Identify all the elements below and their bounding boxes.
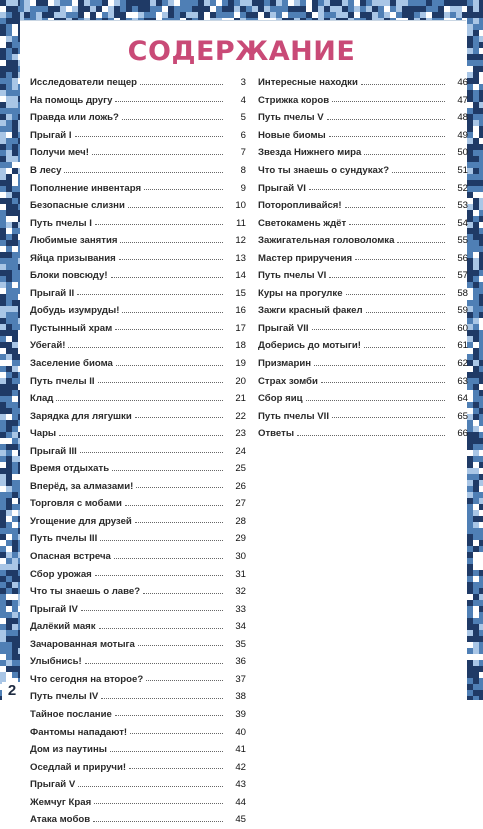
leader-dots (56, 393, 223, 401)
toc-entry (30, 144, 246, 162)
toc-entry-page: 9 (240, 182, 246, 194)
toc-entry (30, 302, 246, 320)
toc-entry (30, 636, 246, 654)
toc-entry (258, 162, 468, 180)
toc-entry-title: Доберись до мотыги! (258, 340, 364, 351)
toc-entry-page: 45 (235, 814, 246, 826)
toc-entry (30, 162, 246, 180)
toc-entry-page: 39 (235, 708, 246, 720)
toc-entry (30, 179, 246, 197)
toc-entry (258, 267, 468, 285)
toc-entry (258, 179, 468, 197)
leader-dots (111, 270, 223, 278)
toc-entry-title: Добудь изумруды! (30, 305, 122, 316)
toc-entry-title: Зачарованная мотыга (30, 639, 138, 650)
toc-entry (30, 214, 246, 232)
toc-entry-title: Прыгай II (30, 288, 77, 299)
leader-dots (80, 445, 223, 453)
toc-entry-title: Путь пчелы III (30, 533, 100, 544)
toc-entry (30, 478, 246, 496)
toc-entry-title: Безопасные слизни (30, 200, 128, 211)
leader-dots (115, 94, 223, 102)
toc-entry (258, 337, 468, 355)
toc-entry-page: 22 (235, 410, 246, 422)
leader-dots (321, 375, 445, 383)
toc-entry-page: 43 (235, 779, 246, 791)
toc-entry-page: 38 (235, 691, 246, 703)
leader-dots (364, 340, 445, 348)
toc-entry-title: Пустынный храм (30, 323, 115, 334)
toc-entry-page: 23 (235, 428, 246, 440)
toc-entry (258, 144, 468, 162)
toc-entry-page: 37 (235, 673, 246, 685)
toc-entry (30, 109, 246, 127)
toc-entry-title: Пополнение инвентаря (30, 183, 144, 194)
leader-dots (364, 147, 445, 155)
toc-entry-title: Стрижка коров (258, 95, 332, 106)
leader-dots (361, 77, 445, 85)
toc-entry-page: 57 (457, 270, 468, 282)
leader-dots (332, 94, 445, 102)
leader-dots (306, 393, 445, 401)
leader-dots (130, 726, 223, 734)
toc-entry-title: Прыгай VI (258, 183, 309, 194)
toc-entry (258, 232, 468, 250)
toc-entry (30, 407, 246, 425)
leader-dots (100, 533, 223, 541)
page-number: 2 (2, 682, 22, 700)
leader-dots (138, 638, 223, 646)
toc-entry-page: 66 (457, 428, 468, 440)
toc-entry-page: 56 (457, 252, 468, 264)
toc-entry-title: На помощь другу (30, 95, 115, 106)
toc-entry-page: 36 (235, 656, 246, 668)
leader-dots (122, 305, 223, 313)
leader-dots (327, 112, 445, 120)
leader-dots (99, 621, 223, 629)
toc-entry-title: Получи меч! (30, 147, 92, 158)
toc-entry-page: 52 (457, 182, 468, 194)
toc-entry-page: 60 (457, 322, 468, 334)
leader-dots (114, 551, 223, 559)
toc-entry-page: 53 (457, 200, 468, 212)
toc-entry-page: 50 (457, 147, 468, 159)
toc-entry-title: Далёкий маяк (30, 621, 99, 632)
toc-entry-title: Зарядка для лягушки (30, 411, 135, 422)
toc-entry-page: 5 (240, 112, 246, 124)
toc-entry-title: Что ты знаешь о сундуках? (258, 165, 392, 176)
toc-entry-title: Угощение для друзей (30, 516, 135, 527)
leader-dots (312, 322, 445, 330)
leader-dots (143, 586, 223, 594)
leader-dots (329, 129, 445, 137)
toc-entry (30, 530, 246, 548)
leader-dots (355, 252, 445, 260)
toc-entry-page: 48 (457, 112, 468, 124)
toc-entry (30, 442, 246, 460)
toc-entry-title: Заселение биома (30, 358, 116, 369)
pixel-border-left (0, 0, 20, 700)
toc-entry-title: Ответы (258, 428, 297, 439)
toc-column-left (30, 74, 246, 829)
leader-dots (75, 129, 223, 137)
leader-dots (95, 217, 223, 225)
toc-entry (30, 653, 246, 671)
toc-entry-title: Мастер приручения (258, 253, 355, 264)
toc-entry-page: 44 (235, 796, 246, 808)
toc-entry-title: Путь пчелы I (30, 218, 95, 229)
toc-entry-page: 18 (235, 340, 246, 352)
toc-entry-title: Яйца призывания (30, 253, 119, 264)
leader-dots (94, 796, 223, 804)
leader-dots (92, 147, 223, 155)
leader-dots (345, 200, 445, 208)
toc-entry-title: Опасная встреча (30, 551, 114, 562)
leader-dots (135, 410, 223, 418)
toc-entry (30, 197, 246, 215)
toc-entry-title: Зажигательная головоломка (258, 235, 397, 246)
toc-entry-title: Клад (30, 393, 56, 404)
toc-entry-page: 29 (235, 533, 246, 545)
leader-dots (115, 708, 223, 716)
leader-dots (112, 463, 223, 471)
leader-dots (346, 287, 445, 295)
toc-entry-page: 55 (457, 235, 468, 247)
toc-entry-title: Вперёд, за алмазами! (30, 481, 136, 492)
leader-dots (81, 603, 223, 611)
toc-entry (258, 320, 468, 338)
leader-dots (128, 200, 223, 208)
toc-entry-title: Путь пчелы II (30, 376, 98, 387)
toc-entry-page: 30 (235, 551, 246, 563)
toc-entry (30, 285, 246, 303)
toc-entry (30, 74, 246, 92)
toc-entry-title: Что сегодня на второе? (30, 674, 146, 685)
leader-dots (129, 761, 223, 769)
toc-entry-page: 24 (235, 445, 246, 457)
toc-entry (258, 407, 468, 425)
toc-entry-title: Куры на прогулке (258, 288, 346, 299)
toc-entry-page: 20 (235, 375, 246, 387)
toc-column-right (258, 74, 468, 442)
toc-entry-title: Прыгай IV (30, 604, 81, 615)
toc-entry-title: Что ты знаешь о лаве? (30, 586, 143, 597)
leader-dots (146, 673, 223, 681)
leader-dots (136, 480, 223, 488)
toc-entry-title: Прыгай VII (258, 323, 312, 334)
toc-entry-page: 31 (235, 568, 246, 580)
toc-entry-page: 16 (235, 305, 246, 317)
leader-dots (297, 428, 445, 436)
toc-entry (30, 372, 246, 390)
leader-dots (59, 428, 223, 436)
leader-dots (140, 77, 223, 85)
toc-entry-page: 25 (235, 463, 246, 475)
toc-entry-title: Путь пчелы IV (30, 691, 101, 702)
leader-dots (314, 358, 445, 366)
toc-entry-title: Поторопливайся! (258, 200, 345, 211)
leader-dots (392, 165, 445, 173)
toc-entry-title: Звезда Нижнего мира (258, 147, 364, 158)
toc-entry (30, 583, 246, 601)
leader-dots (64, 165, 223, 173)
toc-entry (30, 390, 246, 408)
toc-entry-title: Убегай! (30, 340, 68, 351)
toc-entry (30, 688, 246, 706)
toc-entry-page: 11 (236, 217, 246, 229)
toc-entry-title: Фантомы нападают! (30, 727, 130, 738)
toc-entry-page: 59 (457, 305, 468, 317)
leader-dots (397, 235, 445, 243)
toc-entry (30, 758, 246, 776)
leader-dots (78, 779, 223, 787)
toc-entry (30, 706, 246, 724)
toc-entry-page: 26 (235, 480, 246, 492)
toc-entry-title: Путь пчелы VII (258, 411, 332, 422)
toc-entry (30, 723, 246, 741)
toc-entry (258, 197, 468, 215)
toc-entry-page: 6 (240, 129, 246, 141)
leader-dots (101, 691, 223, 699)
toc-entry-title: Тайное послание (30, 709, 115, 720)
border-pixel (479, 696, 483, 700)
toc-entry (258, 214, 468, 232)
toc-entry (30, 776, 246, 794)
leader-dots (120, 235, 223, 243)
toc-entry-page: 47 (457, 94, 468, 106)
toc-entry-title: Жемчуг Края (30, 797, 94, 808)
toc-entry-page: 33 (235, 603, 246, 615)
leader-dots (309, 182, 445, 190)
leader-dots (349, 217, 445, 225)
leader-dots (93, 814, 223, 822)
leader-dots (115, 322, 223, 330)
toc-entry-title: Прыгай V (30, 779, 78, 790)
toc-entry-title: Исследователи пещер (30, 77, 140, 88)
toc-entry-title: Время отдыхать (30, 463, 112, 474)
toc-entry-page: 28 (235, 515, 246, 527)
toc-entry-title: Сбор яиц (258, 393, 306, 404)
toc-entry-page: 32 (235, 586, 246, 598)
leader-dots (68, 340, 223, 348)
toc-entry-page: 19 (235, 358, 246, 370)
toc-entry (30, 337, 246, 355)
toc-entry-page: 63 (457, 375, 468, 387)
leader-dots (125, 498, 223, 506)
toc-entry-page: 49 (457, 129, 468, 141)
toc-entry-page: 46 (457, 77, 468, 89)
toc-entry-title: Прыгай I (30, 130, 75, 141)
toc-entry (30, 460, 246, 478)
toc-entry-page: 35 (235, 638, 246, 650)
toc-entry-page: 27 (235, 498, 246, 510)
toc-entry (258, 372, 468, 390)
toc-entry-page: 15 (235, 287, 246, 299)
toc-entry-title: Блоки повсюду! (30, 270, 111, 281)
toc-entry-page: 4 (240, 94, 246, 106)
toc-entry (30, 355, 246, 373)
toc-entry (258, 285, 468, 303)
toc-entry-title: Торговля с мобами (30, 498, 125, 509)
toc-entry (258, 302, 468, 320)
toc-entry (258, 425, 468, 443)
toc-entry-title: Интересные находки (258, 77, 361, 88)
leader-dots (366, 305, 445, 313)
leader-dots (77, 287, 223, 295)
toc-entry (30, 811, 246, 829)
toc-entry-title: Новые биомы (258, 130, 329, 141)
toc-entry-page: 17 (235, 322, 246, 334)
toc-entry (30, 741, 246, 759)
toc-entry (30, 548, 246, 566)
leader-dots (116, 358, 223, 366)
toc-entry (258, 74, 468, 92)
toc-entry (258, 249, 468, 267)
toc-entry-page: 10 (235, 200, 246, 212)
toc-entry-page: 64 (457, 393, 468, 405)
toc-entry-title: Атака мобов (30, 814, 93, 825)
toc-entry (258, 355, 468, 373)
toc-entry (30, 267, 246, 285)
toc-entry-page: 51 (457, 165, 468, 176)
toc-entry (258, 109, 468, 127)
toc-entry (30, 565, 246, 583)
leader-dots (135, 515, 223, 523)
toc-entry-title: В лесу (30, 165, 64, 176)
leader-dots (85, 656, 223, 664)
toc-entry (258, 127, 468, 145)
toc-entry-page: 21 (235, 393, 246, 405)
toc-entry (30, 232, 246, 250)
toc-entry (30, 513, 246, 531)
pixel-border-top (0, 0, 483, 22)
leader-dots (95, 568, 223, 576)
pixel-border-right (467, 0, 483, 700)
toc-entry-title: Путь пчелы V (258, 112, 327, 123)
toc-entry-title: Зажги красный факел (258, 305, 366, 316)
toc-entry (30, 600, 246, 618)
toc-entry-title: Оседлай и приручи! (30, 762, 129, 773)
toc-entry-title: Призмарин (258, 358, 314, 369)
toc-entry-title: Прыгай III (30, 446, 80, 457)
toc-entry-title: Дом из паутины (30, 744, 110, 755)
toc-entry-title: Правда или ложь? (30, 112, 122, 123)
toc-entry-title: Путь пчелы VI (258, 270, 329, 281)
toc-entry-page: 14 (235, 270, 246, 282)
toc-entry-title: Чары (30, 428, 59, 439)
toc-entry (258, 390, 468, 408)
toc-entry-page: 41 (235, 744, 246, 756)
toc-entry-page: 3 (240, 77, 246, 89)
toc-entry-page: 58 (457, 287, 468, 299)
leader-dots (122, 112, 223, 120)
toc-entry-page: 13 (235, 252, 246, 264)
toc-entry-page: 61 (457, 340, 468, 352)
toc-entry (30, 320, 246, 338)
toc-entry-page: 54 (457, 217, 468, 229)
toc-entry-page: 34 (235, 621, 246, 633)
toc-entry-page: 7 (240, 147, 246, 159)
toc-entry-title: Сбор урожая (30, 569, 95, 580)
toc-entry (30, 671, 246, 689)
leader-dots (332, 410, 445, 418)
toc-entry-title: Страх зомби (258, 376, 321, 387)
toc-entry-page: 62 (457, 358, 468, 370)
leader-dots (110, 744, 223, 752)
toc-entry (30, 425, 246, 443)
toc-entry-page: 40 (235, 726, 246, 738)
toc-entry (30, 618, 246, 636)
toc-entry-page: 8 (240, 165, 246, 176)
toc-entry (30, 495, 246, 513)
leader-dots (144, 182, 223, 190)
leader-dots (98, 375, 223, 383)
toc-entry (258, 92, 468, 110)
toc-entry (30, 127, 246, 145)
page-title: СОДЕРЖАНИЕ (127, 36, 356, 67)
toc-entry-page: 12 (235, 235, 246, 247)
leader-dots (329, 270, 445, 278)
leader-dots (119, 252, 223, 260)
toc-entry-page: 42 (235, 761, 246, 773)
toc-entry-title: Улыбнись! (30, 656, 85, 667)
toc-entry-title: Светокамень ждёт (258, 218, 349, 229)
toc-entry (30, 793, 246, 811)
toc-entry-page: 65 (457, 410, 468, 422)
toc-entry-title: Любимые занятия (30, 235, 120, 246)
toc-entry (30, 249, 246, 267)
toc-entry (30, 92, 246, 110)
